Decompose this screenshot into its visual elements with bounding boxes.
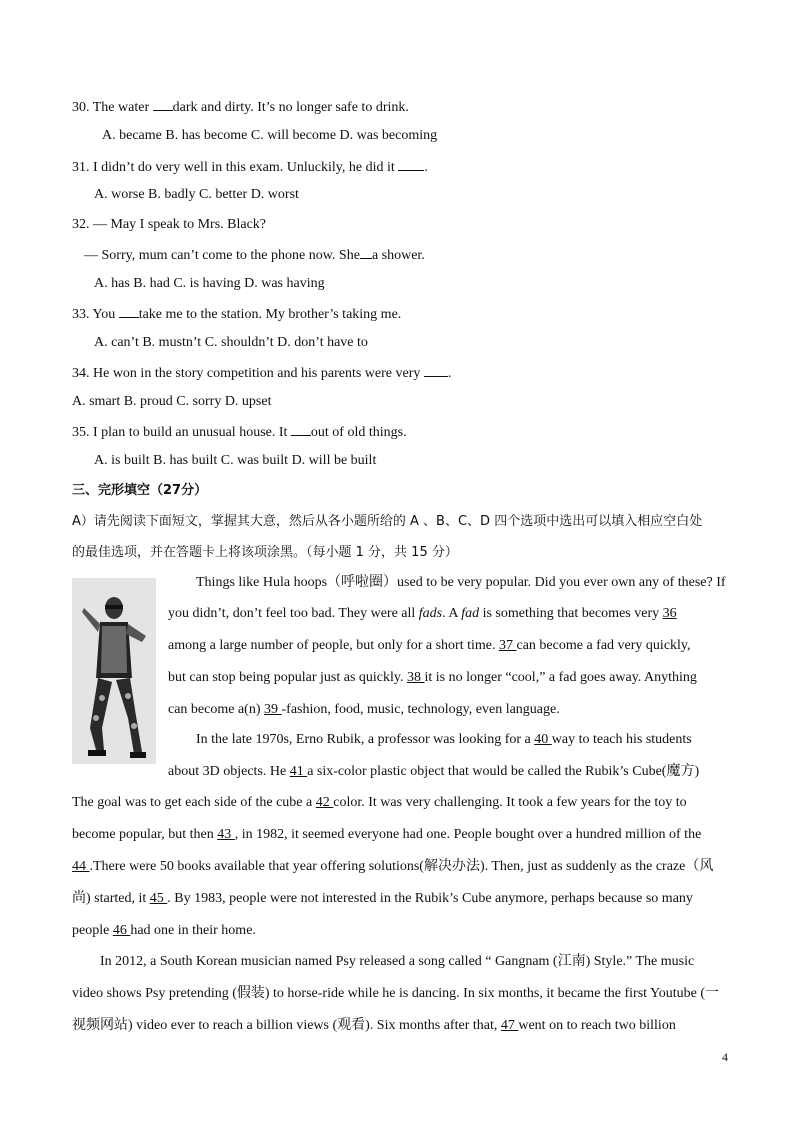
page-number: 4 (722, 1050, 728, 1064)
passage-line: 尚) started, it 45 . By 1983, people were not interested in the Rubik’s Cube anymore, perhaps because so many (72, 891, 693, 906)
question-31: 31. I didn’t do very well in this exam. Unluckily, he did it . (72, 157, 428, 177)
question-34-options: A. smart B. proud C. sorry D. upset (72, 394, 272, 409)
passage-line: people 46 had one in their home. (72, 923, 256, 938)
question-35-options: A. is built B. has built C. was built D. will be built (94, 453, 377, 468)
passage-line: The goal was to get each side of the cube a 42 color. It was very challenging. It took a few years for the toy to (72, 795, 687, 810)
passage-line: but can stop being popular just as quickly. 38 it is no longer “cool,” a fad goes away. Anything (168, 670, 697, 685)
section-instruction-2: 的最佳选项，并在答题卡上将该项涂黑。（每小题 1 分，共 15 分） (72, 545, 458, 560)
question-34: 34. He won in the story competition and his parents were very . (72, 363, 451, 383)
blank-38: 38 (407, 670, 425, 685)
question-30: 30. The water dark and dirty. It’s no longer safe to drink. (72, 97, 409, 117)
passage-line: become popular, but then 43 , in 1982, it seemed everyone had one. People bought over a hundred million of the (72, 827, 702, 842)
passage-line: In 2012, a South Korean musician named Psy released a song called “ Gangnam (江南) Style.” The music (100, 954, 695, 969)
dancer-photo (72, 578, 156, 764)
question-31-options: A. worse B. badly C. better D. worst (94, 187, 299, 202)
passage-line: 44 .There were 50 books available that year offering solutions(解决办法). Then, just as suddenly as the craze（风 (72, 859, 714, 874)
blank-47: 47 (500, 1018, 519, 1033)
passage-line: you didn’t, don’t feel too bad. They were all fads. A fad is something that becomes very 36 (168, 606, 677, 621)
blank-46: 46 (112, 923, 131, 938)
blank-36: 36 (662, 606, 677, 621)
passage-line: can become a(n) 39 -fashion, food, music, technology, even language. (168, 702, 560, 717)
passage-line: In the late 1970s, Erno Rubik, a professor was looking for a 40 way to teach his students (196, 732, 692, 747)
passage-line: about 3D objects. He 41 a six-color plastic object that would be called the Rubik’s Cube(魔方) (168, 764, 700, 779)
blank-42: 42 (315, 795, 334, 810)
blank-41: 41 (289, 764, 308, 779)
blank-39: 39 (264, 702, 282, 717)
question-33: 33. You take me to the station. My brother’s taking me. (72, 304, 401, 324)
question-32: 32. — May I speak to Mrs. Black? (72, 217, 267, 232)
blank-40: 40 (534, 732, 552, 747)
question-35: 35. I plan to build an unusual house. It out of old things. (72, 422, 407, 442)
section-instruction-1: A）请先阅读下面短文，掌握其大意，然后从各小题所给的 A 、B、C、D 四个选项中选出可以填入相应空白处 (72, 514, 703, 529)
passage-line: video shows Psy pretending (假装) to horse-ride while he is dancing. In six months, it became the first Youtube (一 (72, 986, 720, 1001)
blank-45: 45 (149, 891, 168, 906)
passage-line: among a large number of people, but only for a short time. 37 can become a fad very quickly, (168, 638, 691, 653)
section-heading: 三、完形填空（27分） (72, 483, 208, 498)
passage-line: Things like Hula hoops（呼啦圈）used to be very popular. Did you ever own any of these? If (196, 575, 726, 590)
passage-line: 视频网站) video ever to reach a billion views (观看). Six months after that, 47 went on to reach two billion (72, 1018, 676, 1033)
question-30-options: A. became B. has become C. will become D. was becoming (102, 128, 438, 143)
question-33-options: A. can’t B. mustn’t C. shouldn’t D. don’t have to (94, 335, 368, 350)
blank-43: 43 (217, 827, 235, 842)
blank-44: 44 (72, 859, 90, 874)
question-32-options: A. has B. had C. is having D. was having (94, 276, 325, 291)
question-32-dialog: — Sorry, mum can’t come to the phone now. She a shower. (84, 245, 425, 265)
blank-37: 37 (499, 638, 517, 653)
